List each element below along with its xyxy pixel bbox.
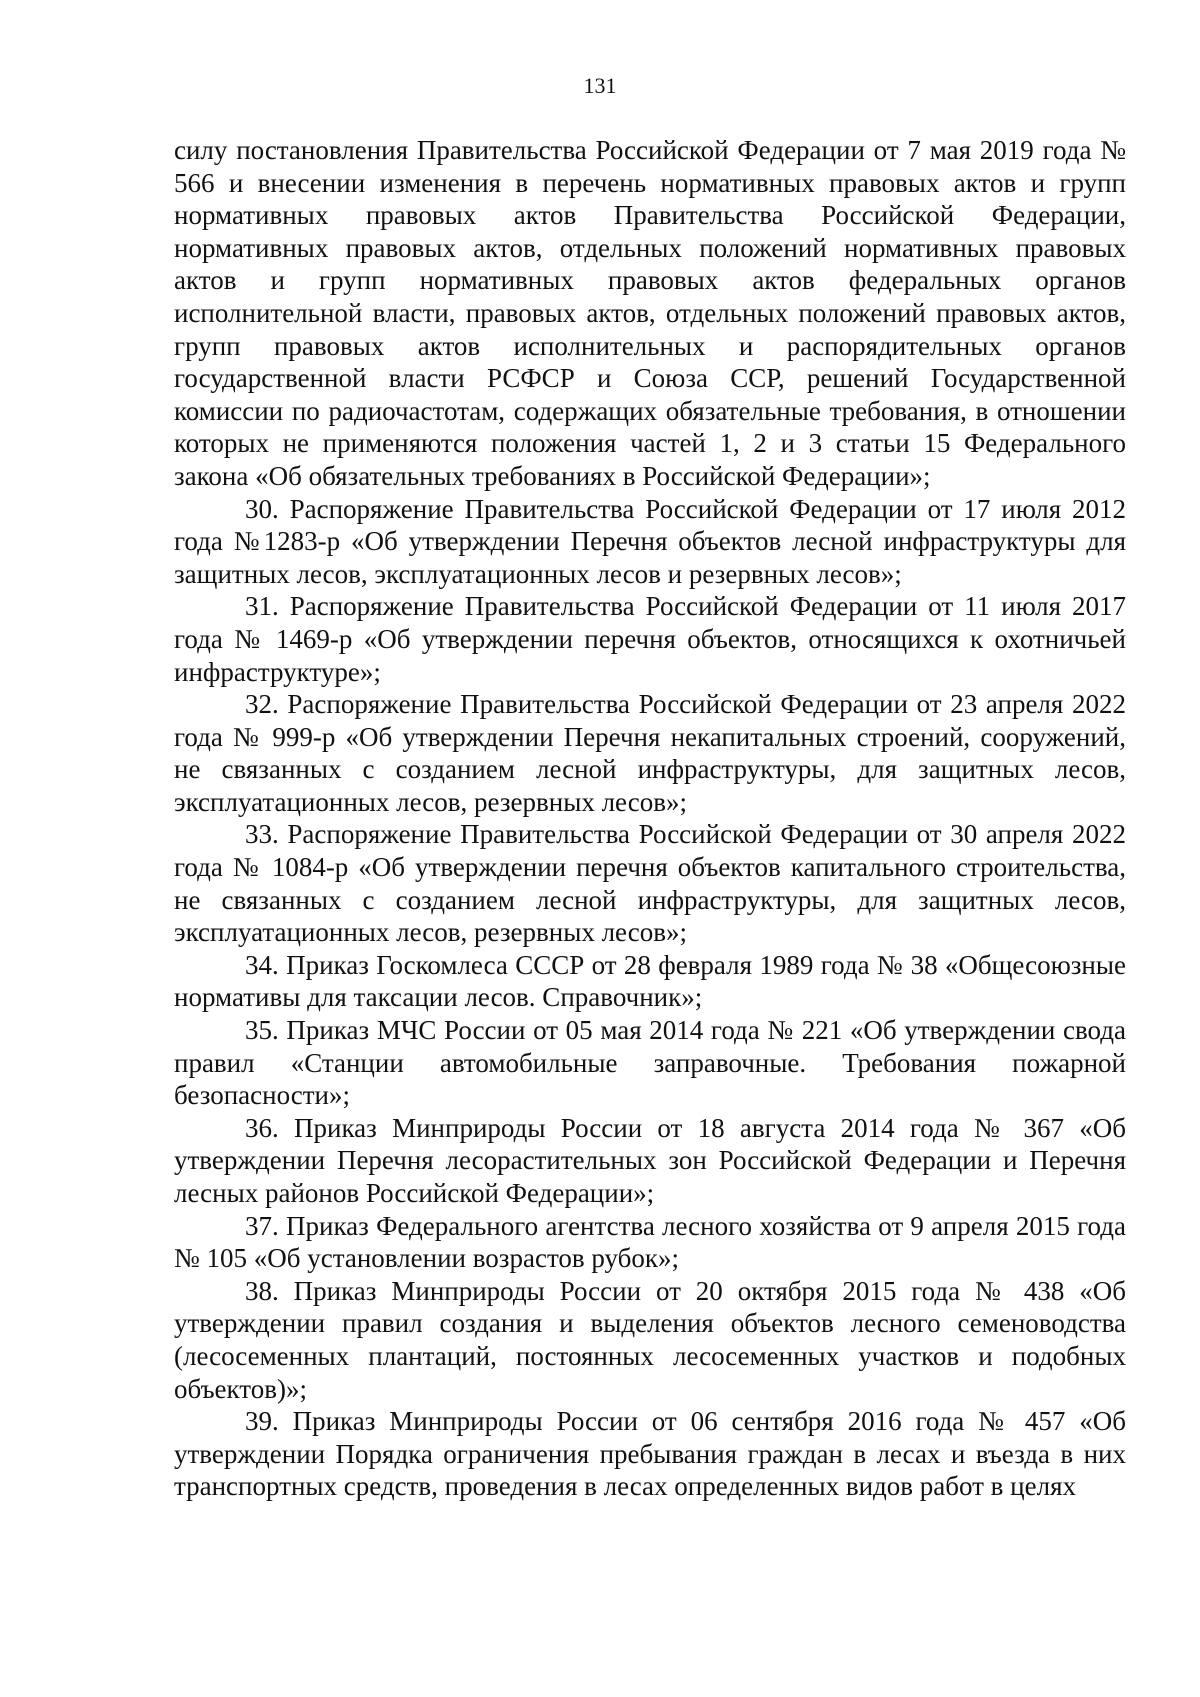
list-item-35: 35. Приказ МЧС России от 05 мая 2014 года № 221 «Об утверждении свода правил «Станции автомобильные заправочные. Требования пожарной безопасности»; bbox=[174, 1015, 1126, 1111]
list-item-39: 39. Приказ Минприроды России от 06 сентября 2016 года № 457 «Об утверждении Порядка ограничения пребывания граждан в лесах и въезда в них транспортных средств, проведения в лесах определенных видов работ в целях bbox=[174, 1406, 1126, 1502]
list-item-33: 33. Распоряжение Правительства Российской Федерации от 30 апреля 2022 года № 1084-р «Об утверждении перечня объектов капитального строительства, не связанных с созданием лесной инфраструктуры, для защитных лесов, эксплуатационных лесов, резервных лесов»; bbox=[174, 819, 1126, 948]
list-item-30: 30. Распоряжение Правительства Российской Федерации от 17 июля 2012 года №1283-р «Об утверждении Перечня объектов лесной инфраструктуры для защитных лесов, эксплуатационных лесов и резервных лесов»; bbox=[174, 493, 1126, 589]
list-item-31: 31. Распоряжение Правительства Российской Федерации от 11 июля 2017 года № 1469-р «Об утверждении перечня объектов, относящихся к охотничьей инфраструктуре»; bbox=[174, 591, 1126, 687]
list-item-32: 32. Распоряжение Правительства Российской Федерации от 23 апреля 2022 года № 999-р «Об утверждении Перечня некапитальных строений, сооружений, не связанных с созданием лесной инфраструктуры, для защитных лесов, эксплуатационных лесов, резервных лесов»; bbox=[174, 689, 1126, 817]
list-item-37: 37. Приказ Федерального агентства лесного хозяйства от 9 апреля 2015 года № 105 «Об установлении возрастов рубок»; bbox=[174, 1210, 1126, 1274]
list-item-38: 38. Приказ Минприроды России от 20 октября 2015 года № 438 «Об утверждении правил создания и выделения объектов лесного семеноводства (лесосеменных плантаций, постоянных лесосеменных участков и подобных объектов)»; bbox=[174, 1275, 1126, 1404]
list-item-34: 34. Приказ Госкомлеса СССР от 28 февраля 1989 года № 38 «Общесоюзные нормативы для таксации лесов. Справочник»; bbox=[174, 949, 1126, 1013]
page-number: 131 bbox=[583, 73, 617, 98]
list-item-36: 36. Приказ Минприроды России от 18 августа 2014 года № 367 «Об утверждении Перечня лесорастительных зон Российской Федерации и Перечня лесных районов Российской Федерации»; bbox=[174, 1112, 1126, 1208]
paragraph-continuation: силу постановления Правительства Российской Федерации от 7 мая 2019 года № 566 и внесении изменения в перечень нормативных правовых актов и групп нормативных правовых актов Правительства Российской Федерации, нормативных правовых актов, отдельных положений нормативных правовых актов и групп нормативных правовых актов федеральных органов исполнительной власти, правовых актов, отдельных положений правовых актов, групп правовых актов исполнительных и распорядительных органов государственной власти РСФСР и Союза ССР, решений Государственной комиссии по радиочастотам, содержащих обязательные требования, в отношении которых не применяются положения частей 1, 2 и 3 статьи 15 Федерального закона «Об обязательных требованиях в Российской Федерации»; bbox=[174, 135, 1126, 491]
document-body bbox=[174, 134, 1126, 1503]
